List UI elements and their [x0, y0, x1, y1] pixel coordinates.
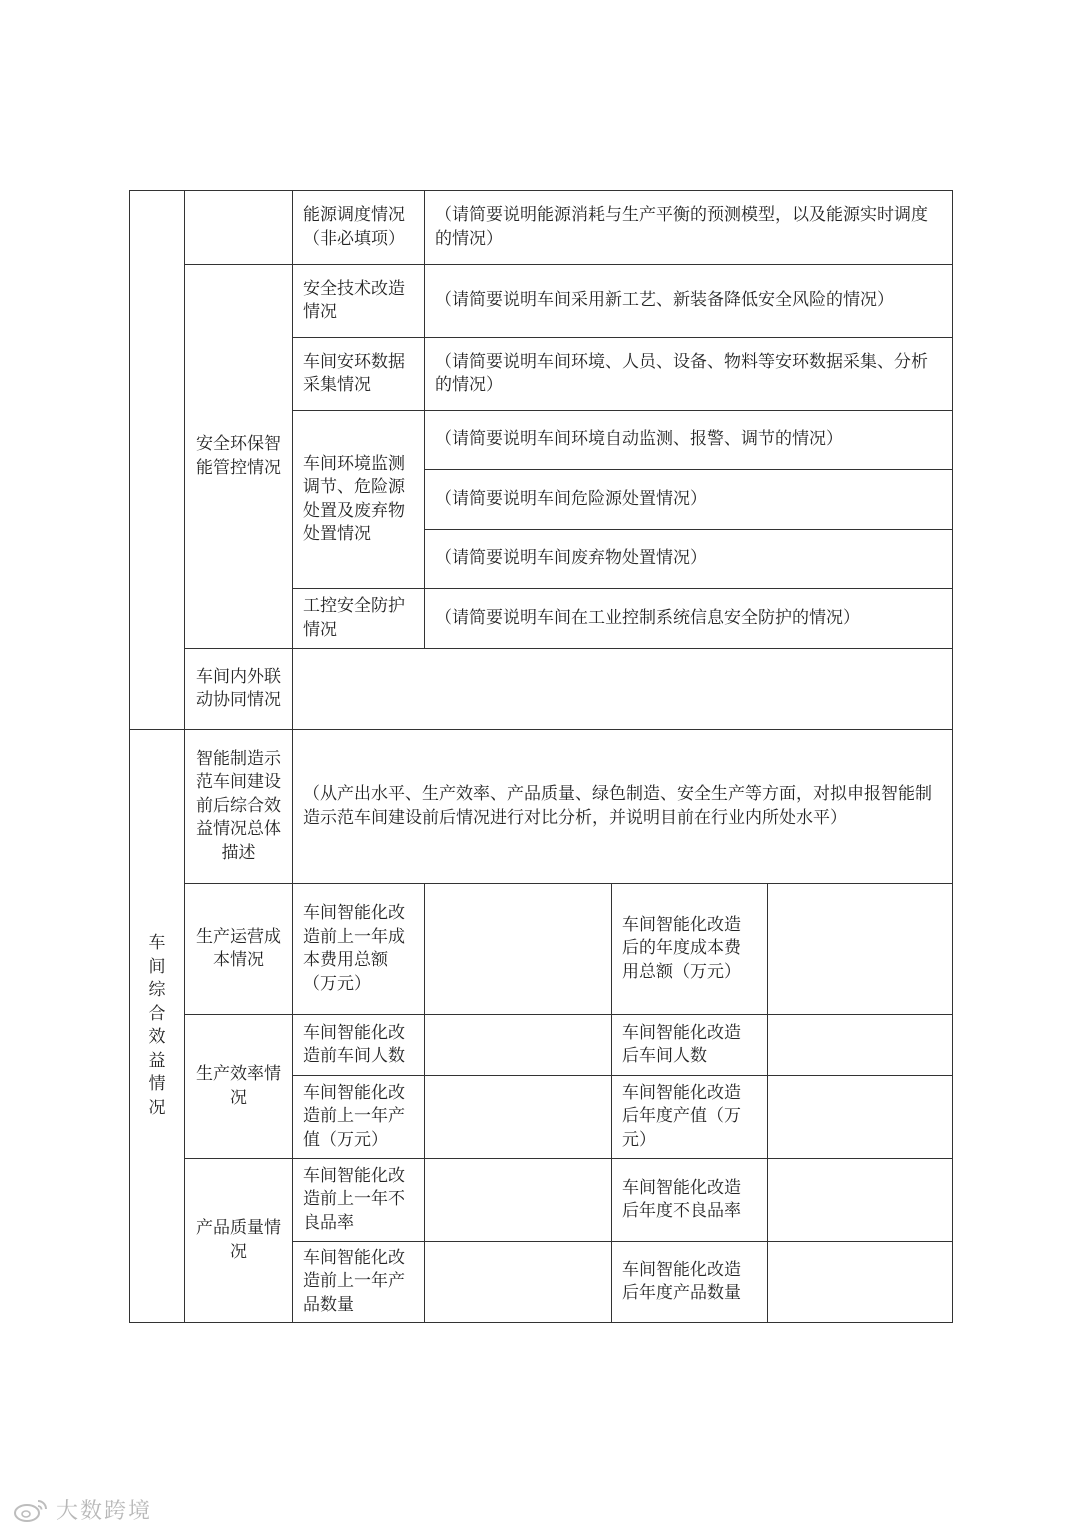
value-cost-before[interactable]: [425, 884, 612, 1015]
desc-waste-disposal: （请简要说明车间废弃物处置情况）: [425, 530, 953, 589]
desc-hazard-disposal: （请简要说明车间危险源处置情况）: [425, 470, 953, 530]
group-safety-env: 安全环保智能管控情况: [185, 265, 293, 649]
item-env-monitoring: 车间环境监测调节、危险源处置及废弃物处置情况: [293, 411, 425, 589]
table-row: [130, 1015, 953, 1076]
table-row: [130, 730, 953, 884]
desc-ics-security: （请简要说明车间在工业控制系统信息安全防护的情况）: [425, 589, 953, 649]
table-row: [130, 649, 953, 730]
value-linkage[interactable]: [293, 649, 953, 730]
value-defect-before[interactable]: [425, 1159, 612, 1242]
desc-overall-benefits: （从产出水平、生产效率、产品质量、绿色制造、安全生产等方面，对拟申报智能制造示范车间建设前后情况进行对比分析，并说明目前在行业内所处水平）: [293, 730, 953, 884]
section-benefits: [130, 730, 185, 1323]
item-energy-scheduling: 能源调度情况（非必填项）: [293, 191, 425, 265]
table-row: [130, 1159, 953, 1242]
value-output-before[interactable]: [425, 1076, 612, 1159]
item-safety-tech: 安全技术改造情况: [293, 265, 425, 338]
group-overall-benefits: 智能制造示范车间建设前后综合效益情况总体描述: [185, 730, 293, 884]
value-cost-after[interactable]: [768, 884, 953, 1015]
desc-safety-tech: （请简要说明车间采用新工艺、新装备降低安全风险的情况）: [425, 265, 953, 338]
label-qty-before: 车间智能化改造前上一年产品数量: [293, 1242, 425, 1323]
desc-env-monitoring: （请简要说明车间环境自动监测、报警、调节的情况）: [425, 411, 953, 470]
group-quality: 产品质量情况: [185, 1159, 293, 1323]
table-row: [130, 191, 953, 265]
label-cost-after: 车间智能化改造后的年度成本费用总额（万元）: [612, 884, 768, 1015]
item-safety-data: 车间安环数据采集情况: [293, 338, 425, 411]
section-cell-blank: [130, 191, 185, 730]
value-staff-after[interactable]: [768, 1015, 953, 1076]
value-qty-after[interactable]: [768, 1242, 953, 1323]
section-benefits-label: 车间综合效益情况: [148, 933, 166, 1118]
label-output-after: 车间智能化改造后年度产值（万元）: [612, 1076, 768, 1159]
watermark: [12, 1494, 152, 1525]
group-efficiency: 生产效率情况: [185, 1015, 293, 1159]
item-ics-security: 工控安全防护情况: [293, 589, 425, 649]
weibo-logo-icon: [12, 1497, 50, 1523]
value-defect-after[interactable]: [768, 1159, 953, 1242]
desc-energy-scheduling: （请简要说明能源消耗与生产平衡的预测模型，以及能源实时调度的情况）: [425, 191, 953, 265]
label-staff-before: 车间智能化改造前车间人数: [293, 1015, 425, 1076]
group-linkage: 车间内外联动协同情况: [185, 649, 293, 730]
value-qty-before[interactable]: [425, 1242, 612, 1323]
table-row: [130, 265, 953, 338]
value-staff-before[interactable]: [425, 1015, 612, 1076]
group-cell-blank: [185, 191, 293, 265]
application-form-table: [129, 190, 953, 1323]
value-output-after[interactable]: [768, 1076, 953, 1159]
label-staff-after: 车间智能化改造后车间人数: [612, 1015, 768, 1076]
label-cost-before: 车间智能化改造前上一年成本费用总额（万元）: [293, 884, 425, 1015]
label-qty-after: 车间智能化改造后年度产品数量: [612, 1242, 768, 1323]
watermark-text: 大数跨境: [56, 1499, 153, 1524]
label-defect-after: 车间智能化改造后年度不良品率: [612, 1159, 768, 1242]
label-defect-before: 车间智能化改造前上一年不良品率: [293, 1159, 425, 1242]
desc-safety-data: （请简要说明车间环境、人员、设备、物料等安环数据采集、分析的情况）: [425, 338, 953, 411]
group-cost: 生产运营成本情况: [185, 884, 293, 1015]
label-output-before: 车间智能化改造前上一年产值（万元）: [293, 1076, 425, 1159]
table-row: [130, 884, 953, 1015]
